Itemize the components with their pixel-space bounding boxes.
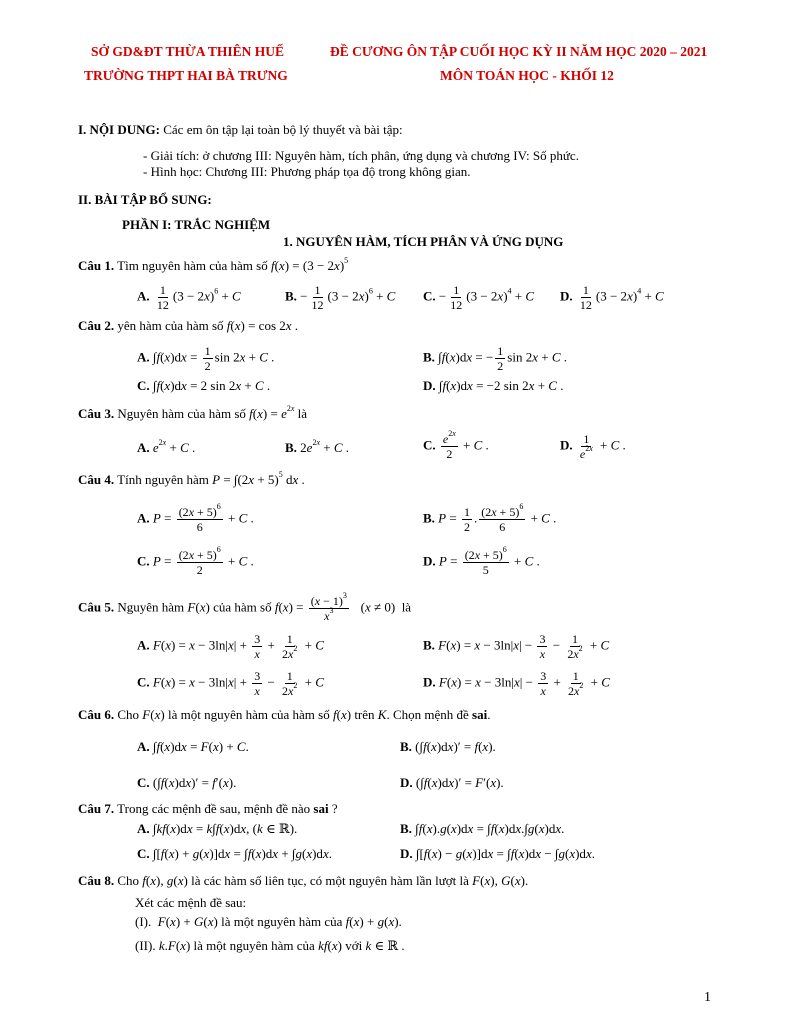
question-1: Câu 1. Tìm nguyên hàm của hàm số $f(x) = (3 - 2x)^5$ <box>78 256 349 273</box>
q6-option-d[interactable]: D. (∫f(x)dx)′ = F′(x). <box>400 775 504 790</box>
q1-option-d[interactable]: D. $\frac{1}{12}$ $(3 - 2x)^4 + C$ <box>560 283 664 312</box>
section1-bullet1: - Giải tích: ở chương III: Nguyên hàm, tích phân, ứng dụng và chương IV: Số phức. <box>143 148 579 163</box>
q7-option-d[interactable]: D. ∫[f(x) − g(x)]dx = ∫f(x)dx − ∫g(x)dx. <box>400 846 595 861</box>
question-label: Câu 1. <box>78 258 115 273</box>
q4-option-c[interactable]: C. P = $\frac{(2x + 5)^6}{2}$ + C . <box>137 545 254 577</box>
q8-statement-1: (I). F(x) + G(x) là một nguyên hàm của f(x) + g(x). <box>135 914 402 929</box>
q3-option-d[interactable]: D. $\frac{1}{e^{2x}}$ + C . <box>560 432 626 461</box>
question-6: Câu 6. Cho F(x) là một nguyên hàm của hàm số f(x) trên K. Chọn mệnh đề sai. <box>78 707 491 722</box>
q4-option-a[interactable]: A. P = $\frac{(2x + 5)^6}{6}$ + C . <box>137 502 254 534</box>
q1-option-b[interactable]: B. − $\frac{1}{12}$ $(3 - 2x)^6 + C$ <box>285 283 396 312</box>
q4-option-d[interactable]: D. P = $\frac{(2x + 5)^6}{5}$ + C . <box>423 545 540 577</box>
q3-option-a[interactable]: A. $e^{2x} + C$ . <box>137 438 196 455</box>
q6-option-b[interactable]: B. (∫f(x)dx)′ = f(x). <box>400 739 496 754</box>
section2-topic: 1. NGUYÊN HÀM, TÍCH PHÂN VÀ ỨNG DỤNG <box>283 234 564 249</box>
section1-heading: I. NỘI DUNG: <box>78 122 160 137</box>
q1-option-a[interactable]: A. $\frac{1}{12}$ $(3 - 2x)^6 + C$ <box>137 283 241 312</box>
section2-heading: II. BÀI TẬP BỔ SUNG: <box>78 192 212 207</box>
q7-option-a[interactable]: A. ∫kf(x)dx = k∫f(x)dx, (k ∈ ℝ). <box>137 821 298 836</box>
section1 <box>78 122 403 138</box>
q6-option-a[interactable]: A. ∫f(x)dx = F(x) + C. <box>137 739 249 754</box>
q7-option-b[interactable]: B. ∫f(x).g(x)dx = ∫f(x)dx.∫g(x)dx. <box>400 821 565 836</box>
q8-line2: Xét các mệnh đề sau: <box>135 895 247 910</box>
header-school-dept: SỞ GD&ĐT THỪA THIÊN HUẾ <box>91 44 285 59</box>
q5-option-c[interactable]: C. F(x) = x − 3ln|x| + $\frac{3}{x}$ − $\frac{1}{2x^2}$ + C <box>137 669 324 698</box>
q2-option-b[interactable]: B. ∫f(x)dx = − $\frac{1}{2}$ sin 2x + C . <box>423 344 567 373</box>
header-subject: MÔN TOÁN HỌC - KHỐI 12 <box>440 68 614 83</box>
page-number: 1 <box>704 990 711 1005</box>
q8-statement-2: (II). k.F(x) là một nguyên hàm của kf(x) với k ∈ ℝ . <box>135 938 405 953</box>
q5-option-b[interactable]: B. F(x) = x − 3ln|x| − $\frac{3}{x}$ − $\frac{1}{2x^2}$ + C <box>423 632 610 661</box>
q7-option-c[interactable]: C. ∫[f(x) + g(x)]dx = ∫f(x)dx + ∫g(x)dx. <box>137 846 332 861</box>
q3-option-b[interactable]: B. $2e^{2x} + C$ . <box>285 438 350 455</box>
question-4: Câu 4. Tính nguyên hàm $P = \int(2x + 5)^5$ dx . <box>78 470 305 487</box>
section1-text: Các em ôn tập lại toàn bộ lý thuyết và bài tập: <box>163 122 403 137</box>
q2-option-d[interactable]: D. ∫f(x)dx = −2 sin 2x + C . <box>423 378 564 393</box>
q2-option-c[interactable]: C. ∫f(x)dx = 2 sin 2x + C . <box>137 378 271 393</box>
header-school-name: TRƯỜNG THPT HAI BÀ TRƯNG <box>84 68 288 83</box>
header-doc-title: ĐỀ CƯƠNG ÔN TẬP CUỐI HỌC KỲ II NĂM HỌC 2020 – 2021 <box>330 44 708 59</box>
q2-option-a[interactable]: A. ∫f(x)dx = $\frac{1}{2}$ sin 2x + C . <box>137 344 275 373</box>
question-7: Câu 7. Trong các mệnh đề sau, mệnh đề nào sai ? <box>78 801 338 816</box>
q4-option-b[interactable]: B. P = $\frac{1}{2}$ . $\frac{(2x + 5)^6}{6}$ + C . <box>423 502 557 534</box>
question-5: Câu 5. Nguyên hàm F(x) của hàm số f(x) = $\frac{(x - 1)^3}{x^3}$ (x ≠ 0) là <box>78 591 412 623</box>
q1-option-c[interactable]: C. − $\frac{1}{12}$ $(3 - 2x)^4 + C$ <box>423 283 535 312</box>
question-2: Câu 2. yên hàm của hàm số f(x) = cos 2x . <box>78 318 299 333</box>
q6-option-c[interactable]: C. (∫f(x)dx)′ = f′(x). <box>137 775 237 790</box>
q3-option-c[interactable]: C. $\frac{e^{2x}}{2}$ + C . <box>423 429 489 461</box>
section2-part: PHẦN I: TRẮC NGHIỆM <box>122 217 271 232</box>
q5-option-d[interactable]: D. F(x) = x − 3ln|x| − $\frac{3}{x}$ + $\frac{1}{2x^2}$ + C <box>423 669 610 698</box>
section1-bullet2: - Hình học: Chương III: Phương pháp tọa độ trong không gian. <box>143 164 471 179</box>
q5-option-a[interactable]: A. F(x) = x − 3ln|x| + $\frac{3}{x}$ + $\frac{1}{2x^2}$ + C <box>137 632 324 661</box>
question-3: Câu 3. Nguyên hàm của hàm số $f(x) = e^{2x}$ là <box>78 404 308 421</box>
question-8: Câu 8. Cho f(x), g(x) là các hàm số liên tục, có một nguyên hàm lần lượt là F(x), G(x). <box>78 873 529 888</box>
